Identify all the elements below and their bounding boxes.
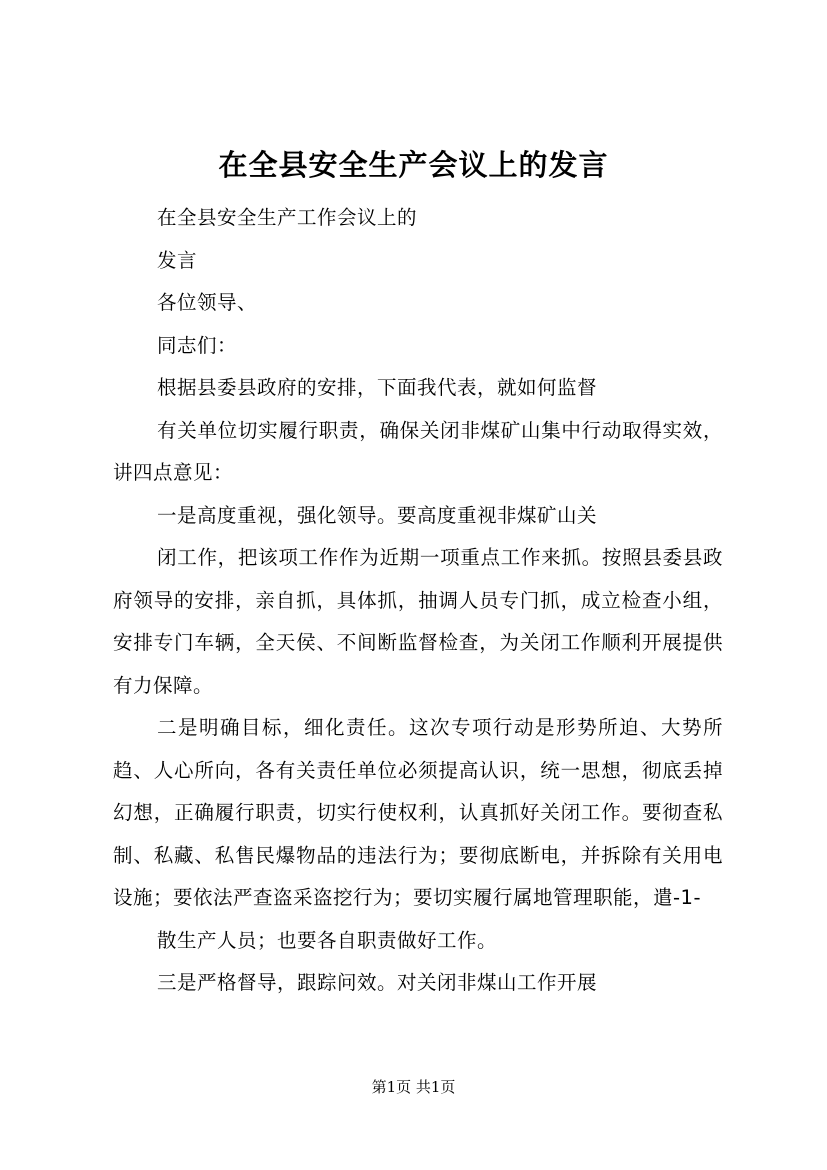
paragraph: 同志们： xyxy=(157,333,238,357)
paragraph: 一是高度重视，强化领导。要高度重视非煤矿山关 xyxy=(157,503,598,527)
document-title: 在全县安全生产会议上的发言 xyxy=(218,148,609,182)
paragraph: 散生产人员；也要各自职责做好工作。 xyxy=(157,928,498,952)
document-body xyxy=(113,197,723,1005)
paragraph: 在全县安全生产工作会议上的 xyxy=(157,206,418,229)
paragraph: 二是明确目标，细化责任。这次专项行动是形势所迫、大势所趋、人心所向，各有关责任单位必须提高认识，统一思想，彻底丢掉幻想，正确履行职责，切实行使权利，认真抓好关闭工作。要彻查私制、私藏、私售民爆物品的违法行为；要彻底断电，并拆除有关用电设施；要依法严查盗采盗挖行为；要切实履行属地管理职能，遣-1- xyxy=(113,716,723,909)
paragraph: 有关单位切实履行职责，确保关闭非煤矿山集中行动取得实效，讲四点意见： xyxy=(113,418,723,484)
page-number-footer: 第1页 共1页 xyxy=(371,1078,456,1096)
paragraph: 三是严格督导，跟踪问效。对关闭非煤山工作开展 xyxy=(157,971,598,994)
paragraph: 根据县委县政府的安排，下面我代表，就如何监督 xyxy=(157,376,598,399)
paragraph: 发言 xyxy=(157,248,198,272)
paragraph: 闭工作，把该项工作作为近期一项重点工作来抓。按照县委县政府领导的安排，亲自抓，具体抓，抽调人员专门抓，成立检查小组，安排专门车辆，全天侯、不间断监督检查，为关闭工作顺利开展提供有力保障。 xyxy=(113,546,723,697)
paragraph: 各位领导、 xyxy=(157,291,258,314)
